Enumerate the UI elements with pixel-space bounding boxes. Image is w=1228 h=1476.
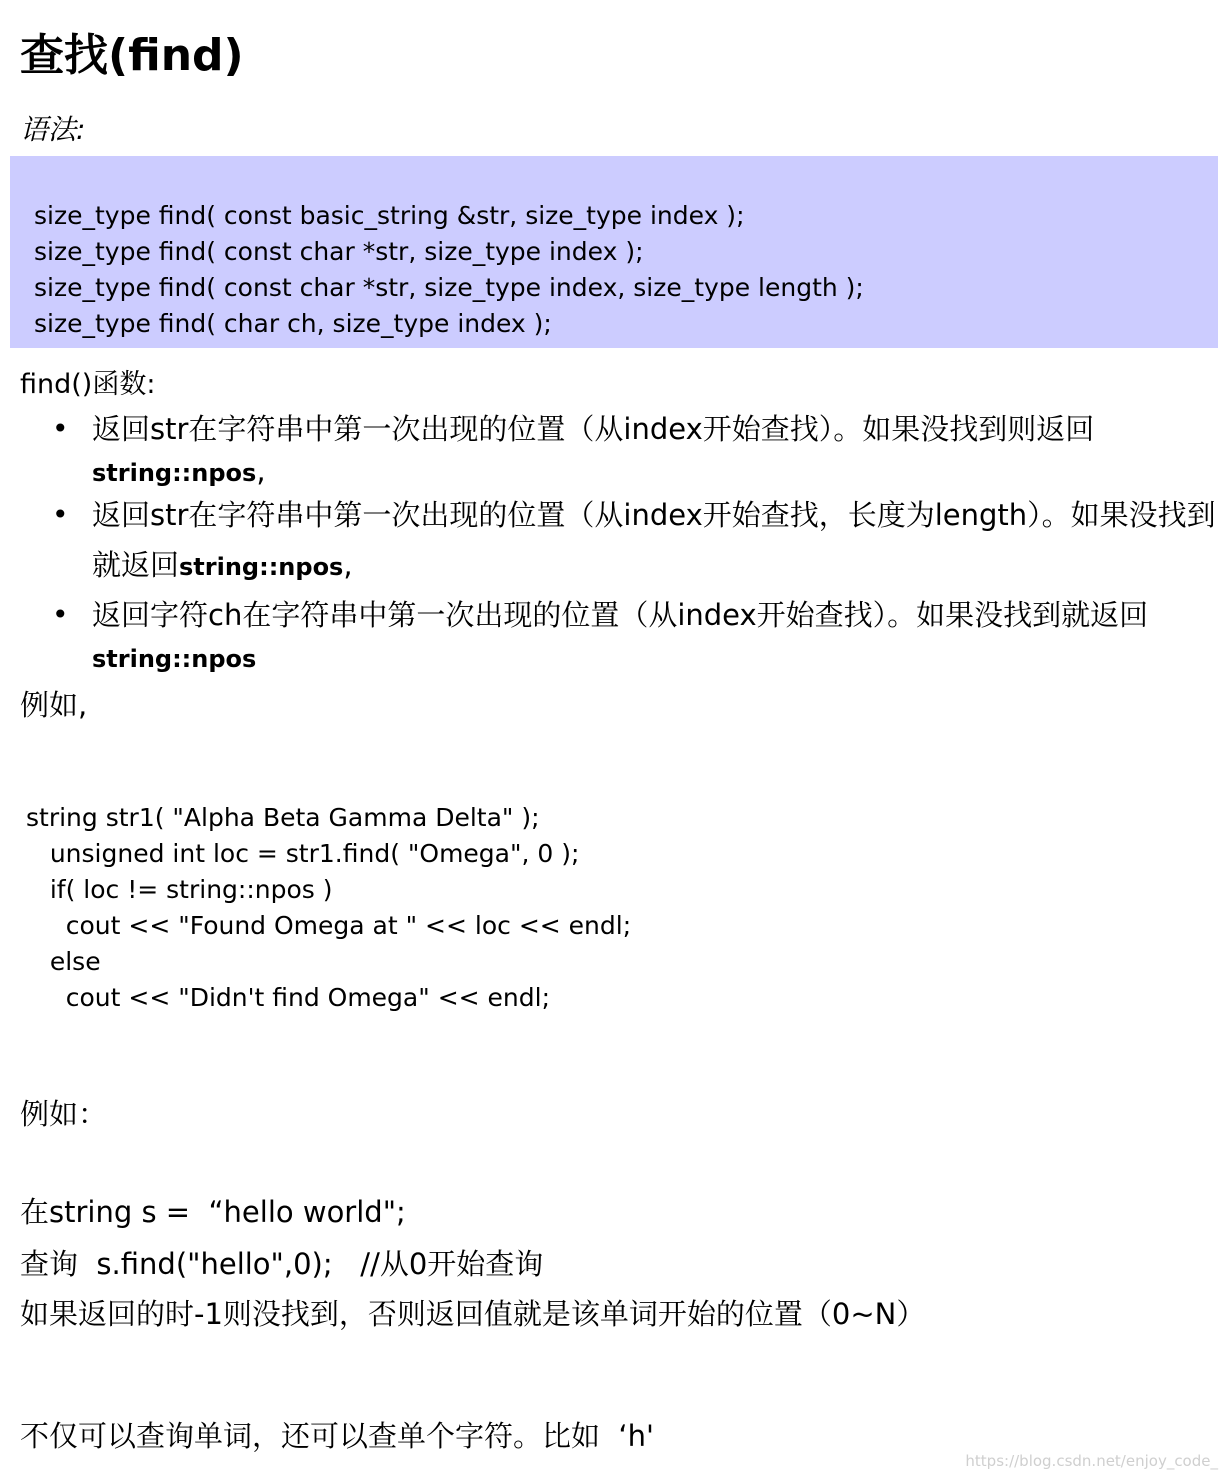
code-line: string str1( "Alpha Beta Gamma Delta" ); xyxy=(26,803,540,832)
note-line: 不仅可以查询单词，还可以查单个字符。比如 ‘h' xyxy=(20,1419,655,1453)
bullet-text: 返回str在字符串中第一次出现的位置（从index开始查找）。如果没找到则返回 xyxy=(92,412,1095,446)
list-item xyxy=(58,494,1218,594)
function-description-list xyxy=(58,408,1218,674)
code-line: unsigned int loc = str1.find( "Omega", 0 ); xyxy=(26,839,580,868)
syntax-code-box xyxy=(10,156,1218,348)
npos-keyword: string::npos xyxy=(179,553,344,581)
note-line: 如果返回的时-1则没找到，否则返回值就是该单词开始的位置（0~N） xyxy=(20,1297,926,1331)
npos-keyword: string::npos xyxy=(92,645,257,673)
code-example xyxy=(26,800,631,1016)
syntax-line: size_type find( const char *str, size_type index, size_type length ); xyxy=(34,273,864,302)
code-line: cout << "Didn't find Omega" << endl; xyxy=(26,983,550,1012)
bullet-suffix: , xyxy=(343,548,353,582)
syntax-line: size_type find( const basic_string &str, size_type index ); xyxy=(34,201,745,230)
syntax-label: 语法: xyxy=(20,113,86,146)
code-line: if( loc != string::npos ) xyxy=(26,875,333,904)
list-item xyxy=(58,594,1218,674)
bullet-suffix: , xyxy=(256,454,266,488)
bullet-text-2: 就返回 xyxy=(92,548,180,582)
example-label: 例如, xyxy=(20,688,88,722)
note-line: 在string s = “hello world"; xyxy=(20,1195,406,1229)
bullet-text: 返回str在字符串中第一次出现的位置（从index开始查找，长度为length）。如果没找到 xyxy=(92,498,1216,532)
npos-keyword: string::npos xyxy=(92,459,257,487)
syntax-line: size_type find( char ch, size_type index ); xyxy=(34,309,552,338)
function-heading: find()函数: xyxy=(20,369,156,400)
page-title: 查找(find) xyxy=(20,30,244,81)
example-label-2: 例如： xyxy=(20,1097,108,1131)
code-line: cout << "Found Omega at " << loc << endl; xyxy=(26,911,632,940)
note-line: 查询 s.find("hello",0); //从0开始查询 xyxy=(20,1247,544,1281)
syntax-line: size_type find( const char *str, size_type index ); xyxy=(34,237,644,266)
bullet-line-2 xyxy=(92,544,1218,588)
code-line: else xyxy=(26,947,101,976)
bullet-text: 返回字符ch在字符串中第一次出现的位置（从index开始查找）。如果没找到就返回 xyxy=(92,598,1149,632)
watermark: https://blog.csdn.net/enjoy_code_ xyxy=(965,1452,1218,1470)
list-item xyxy=(58,408,1218,494)
